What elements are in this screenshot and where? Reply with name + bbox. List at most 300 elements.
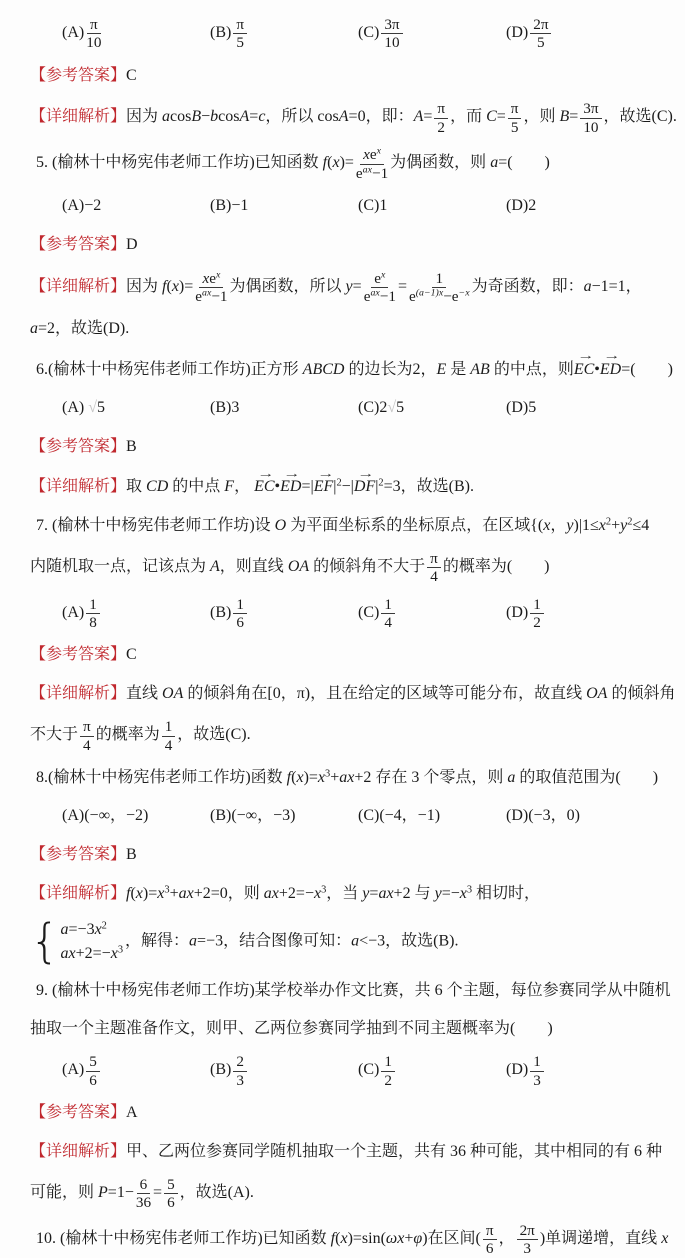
fraction-numerator	[530, 17, 551, 34]
math-text: −1	[379, 288, 396, 306]
math-text: 可能，则	[30, 1184, 99, 1202]
math-text: A	[338, 108, 349, 126]
math-text: e	[369, 146, 377, 164]
fraction-denominator	[384, 34, 399, 51]
option-label: (D)	[506, 1061, 529, 1079]
math-text: π	[430, 549, 438, 567]
math-text: 3	[533, 1071, 541, 1089]
vector-expression: DF →	[354, 473, 375, 500]
math-text: (−∞，−3)	[231, 807, 296, 825]
option-value	[379, 807, 440, 824]
option-item	[210, 804, 358, 828]
continuation-paragraph	[30, 315, 679, 342]
math-text: π	[510, 100, 519, 118]
option-item	[506, 194, 536, 218]
math-text: +2 与	[393, 884, 435, 902]
fraction-numerator	[233, 597, 247, 614]
math-text: 2	[101, 920, 107, 932]
math-text: −e	[443, 288, 459, 306]
math-text: =	[496, 108, 506, 126]
fraction	[381, 597, 395, 632]
math-text: x	[598, 516, 606, 534]
math-text: f	[330, 1229, 336, 1247]
option-item	[210, 16, 358, 51]
math-text: x	[376, 145, 381, 157]
option-label: (A)	[62, 807, 85, 825]
option-value	[84, 197, 101, 214]
math-text: 为偶函数，所以	[229, 277, 346, 295]
math-text: 5	[89, 1053, 97, 1071]
math-text: φ	[413, 1229, 423, 1247]
math-text: 3	[321, 884, 327, 896]
math-text: x	[317, 769, 326, 786]
fraction-numerator	[86, 1054, 100, 1071]
vector-arrow-icon: →	[257, 468, 275, 481]
vector-expression: ED →	[600, 356, 621, 383]
math-text: e	[195, 288, 203, 306]
math-text: P	[98, 1184, 108, 1202]
math-text: )=sin(	[347, 1229, 386, 1247]
math-text: y	[620, 516, 628, 534]
option-value	[379, 1053, 397, 1089]
math-text: B	[191, 108, 202, 126]
fraction	[530, 17, 551, 52]
fraction-denominator	[356, 165, 388, 182]
math-text: x	[135, 884, 143, 902]
option-value	[231, 16, 249, 52]
math-text: 6	[236, 614, 244, 631]
option-label: (D)	[506, 24, 529, 42]
option-label: (B)	[210, 24, 232, 42]
math-text: e	[363, 288, 371, 306]
math-text: e	[374, 269, 381, 287]
fraction	[508, 101, 522, 136]
math-text: ax	[362, 164, 372, 176]
math-text: 5	[97, 398, 105, 416]
math-text: 8.(榆林十中杨宪伟老师工作坊)函数	[36, 769, 287, 786]
answer-letter: B	[126, 846, 137, 864]
option-value	[379, 595, 397, 631]
math-text: A	[239, 108, 250, 126]
answer-row	[30, 1100, 679, 1126]
math-text: +2=−	[75, 944, 111, 962]
option-label: (D)	[506, 603, 529, 621]
answer-label: 【参考答案】	[30, 846, 127, 864]
answer-label: 【参考答案】	[30, 66, 127, 84]
math-text: 1	[533, 595, 541, 613]
math-text: 5	[236, 34, 244, 52]
math-text: 2π	[519, 1221, 535, 1239]
math-text: π	[236, 16, 244, 33]
math-text: 的倾斜角在[0，π)，且在给定的区域等可能分布，故直线	[183, 685, 587, 702]
math-text: a	[583, 277, 592, 295]
math-text: ax	[339, 769, 355, 786]
fraction-denominator	[89, 1072, 97, 1089]
fraction-denominator	[236, 1072, 244, 1089]
vector-arrow-icon: →	[576, 350, 595, 363]
math-text: a	[162, 108, 171, 126]
math-text: 的倾斜角不大于	[309, 557, 426, 575]
math-text: a	[490, 154, 499, 172]
fraction	[233, 1054, 247, 1089]
answer-row	[30, 434, 679, 460]
math-text: cos	[170, 108, 192, 126]
math-text: OA	[162, 685, 184, 702]
math-text: (	[327, 154, 333, 172]
math-text: 的概率为	[95, 726, 160, 744]
math-text: 1	[384, 1053, 392, 1071]
math-text: ，	[550, 516, 567, 534]
math-text: 2	[378, 477, 384, 489]
math-text: 内随机取一点，记该点为	[30, 557, 211, 575]
option-label: (A)	[62, 197, 85, 215]
math-text: •	[594, 360, 600, 378]
analysis-paragraph	[30, 100, 679, 135]
option-item	[358, 194, 506, 218]
math-text: x	[332, 154, 340, 172]
math-text: 1	[236, 595, 244, 613]
fraction-denominator	[523, 1240, 531, 1257]
math-text: ，则直线	[219, 557, 288, 575]
math-text: 4	[384, 614, 392, 631]
fraction-numerator	[381, 17, 402, 34]
fraction	[233, 17, 247, 52]
fraction-numerator	[137, 1177, 151, 1194]
math-text: 1	[164, 718, 173, 736]
math-text: =2，故选(D).	[38, 320, 130, 338]
math-text: )=	[303, 769, 318, 786]
math-text: ABCD	[302, 360, 345, 378]
math-text: 10	[86, 34, 102, 52]
math-text: (−4，−1)	[379, 807, 441, 825]
options-row	[62, 192, 685, 220]
math-text: 3	[236, 1071, 244, 1089]
math-text: 3π	[583, 100, 599, 118]
option-value	[528, 197, 536, 214]
math-text: 5	[528, 398, 537, 416]
math-text: a	[507, 769, 516, 786]
math-text: 1	[89, 595, 97, 613]
math-text: OA	[586, 685, 608, 702]
option-item	[62, 596, 210, 631]
fraction	[434, 101, 448, 136]
math-text: 9. (榆林十中杨宪伟老师工作坊)某学校举办作文比赛，共 6 个主题，每位参赛同学从中随机	[36, 981, 671, 999]
math-text: √	[387, 398, 397, 416]
options-row	[62, 394, 685, 422]
question-paragraph	[36, 764, 679, 791]
math-text: x	[543, 516, 551, 534]
math-text: x	[313, 884, 322, 902]
math-text: f	[286, 769, 292, 786]
math-text: C	[486, 108, 497, 126]
math-text: 10	[384, 34, 400, 52]
math-text: π	[437, 100, 446, 118]
fraction	[427, 551, 441, 586]
math-text: E	[436, 360, 447, 378]
answer-label: 【参考答案】	[30, 1104, 127, 1122]
math-text: =( )	[498, 154, 550, 172]
option-value	[84, 807, 148, 824]
option-value	[379, 16, 404, 52]
fraction	[483, 1223, 497, 1258]
option-value	[528, 1053, 546, 1089]
math-text: 2	[437, 118, 446, 136]
fraction-numerator	[530, 1054, 544, 1071]
math-text: B	[559, 108, 570, 126]
fraction-denominator	[83, 737, 91, 754]
fraction-denominator	[409, 288, 470, 305]
fraction-denominator	[583, 119, 598, 136]
math-text: −1	[231, 197, 249, 215]
math-text: 2π	[533, 16, 549, 33]
math-text: =	[397, 277, 407, 295]
answer-letter: A	[126, 1104, 138, 1122]
continuation-paragraph	[30, 1176, 679, 1211]
math-text: ωx	[385, 1229, 405, 1247]
option-value	[84, 595, 102, 631]
math-text: x	[340, 1229, 348, 1247]
fraction-numerator	[371, 271, 388, 288]
math-text: x	[171, 277, 179, 295]
math-text: +2=0，则	[193, 884, 264, 902]
option-value	[231, 197, 248, 214]
fraction-numerator	[517, 1223, 538, 1240]
math-text: 因为	[126, 277, 163, 295]
math-text: ≤4	[632, 516, 650, 534]
option-item	[210, 596, 358, 631]
answer-row	[30, 63, 679, 89]
math-text: =1−	[107, 1184, 134, 1202]
math-text: (	[130, 884, 136, 902]
math-text: 的中点，则	[489, 360, 574, 378]
math-text: 的倾斜角	[607, 685, 676, 702]
analysis-paragraph	[30, 680, 679, 707]
vector-arrow-icon: →	[603, 350, 621, 363]
math-text: 抽取一个主题准备作文，则甲、乙两位参赛同学抽到不同主题概率为( )	[30, 1020, 553, 1038]
math-text: AB	[470, 360, 490, 378]
math-text: F	[224, 478, 235, 496]
option-item	[62, 804, 210, 828]
math-text: OA	[287, 557, 310, 575]
math-text: ax	[378, 884, 394, 902]
fraction	[86, 597, 100, 632]
analysis-paragraph	[30, 468, 679, 500]
math-text: 的取值范围为( )	[515, 769, 659, 786]
math-text: x	[661, 1229, 669, 1247]
math-text: =	[352, 277, 362, 295]
math-text: ax	[178, 884, 194, 902]
math-text: )单调递增，直线	[539, 1229, 662, 1247]
math-text: 是	[446, 360, 471, 378]
fraction	[86, 1054, 100, 1089]
math-text: 6.(榆林十中杨宪伟老师工作坊)正方形	[36, 360, 303, 378]
fraction-denominator	[86, 34, 101, 51]
option-item	[210, 1053, 358, 1088]
fraction-denominator	[533, 614, 541, 631]
option-item	[358, 1053, 506, 1088]
math-text: +	[404, 1229, 414, 1247]
math-text: (a−1)x	[415, 287, 444, 299]
fraction-numerator	[530, 597, 544, 614]
answer-label: 【参考答案】	[30, 236, 127, 254]
options-row	[62, 16, 685, 51]
math-text: CD	[146, 478, 169, 496]
answer-label: 【参考答案】	[30, 437, 127, 455]
fraction-denominator	[430, 568, 438, 585]
math-text: 5	[510, 118, 519, 136]
analysis-paragraph	[30, 1138, 679, 1165]
math-text: 2	[533, 614, 541, 631]
math-text: )在区间(	[422, 1229, 481, 1247]
option-label: (A)	[62, 24, 85, 42]
math-text: =	[569, 108, 579, 126]
analysis-paragraph	[30, 270, 679, 305]
fraction-numerator	[162, 719, 176, 736]
fraction	[195, 271, 227, 306]
math-text: 2	[627, 515, 633, 527]
option-value	[528, 16, 553, 52]
math-text: ax	[60, 944, 76, 962]
fraction-denominator	[165, 737, 173, 754]
cases-group	[30, 914, 124, 969]
math-text: +	[611, 516, 621, 534]
option-item	[62, 16, 210, 51]
math-text: 直线	[126, 685, 163, 702]
math-text: 2	[236, 1053, 244, 1071]
option-value	[379, 197, 387, 214]
fraction-numerator	[86, 597, 100, 614]
math-text: ax	[263, 884, 279, 902]
option-item	[358, 16, 506, 51]
vector-arrow-icon: →	[283, 468, 301, 481]
math-text: •	[274, 478, 281, 496]
vector-expression: EC →	[254, 473, 274, 500]
option-label: (B)	[210, 197, 232, 215]
math-text: 为平面坐标系的坐标原点，在区域{(	[286, 516, 544, 534]
math-text: a	[189, 932, 198, 950]
fraction-numerator	[427, 551, 441, 568]
fraction	[80, 719, 94, 754]
math-text: O	[274, 516, 287, 534]
vector-expression: ED →	[280, 473, 301, 500]
math-text: ，当	[326, 884, 363, 902]
math-text: f	[322, 154, 328, 172]
math-text: π	[83, 718, 91, 736]
vector-arrow-icon: →	[357, 468, 375, 481]
math-text: (	[166, 277, 172, 295]
fraction	[409, 271, 470, 306]
math-text: 为奇函数，即：	[471, 277, 584, 295]
math-text: 4	[430, 568, 438, 586]
fraction-numerator	[360, 147, 384, 164]
fraction	[136, 1177, 151, 1212]
math-text: <−3，故选(B).	[359, 932, 459, 950]
fraction	[364, 271, 396, 306]
option-item	[506, 16, 553, 51]
math-text: =|	[301, 478, 314, 496]
math-text: 6	[167, 1194, 175, 1212]
math-text: ax	[370, 287, 380, 299]
analysis-label: 【详细解析】	[30, 884, 127, 902]
option-item	[62, 1053, 210, 1088]
math-text: 2	[379, 398, 388, 416]
math-text: −x	[458, 287, 470, 299]
option-value	[231, 595, 249, 631]
math-text: ，则	[523, 108, 560, 126]
fraction-numerator	[233, 1054, 247, 1071]
math-text: −1	[211, 288, 228, 306]
question-paragraph	[36, 146, 679, 181]
continuation-paragraph	[30, 550, 679, 585]
math-text: 为偶函数，则	[390, 154, 491, 172]
math-text: x	[459, 884, 467, 902]
fraction-denominator	[384, 614, 392, 631]
question-paragraph	[36, 1222, 679, 1257]
math-text: ，而	[450, 108, 487, 126]
option-label: (A)	[62, 398, 85, 416]
math-text: =	[369, 884, 379, 902]
fraction-denominator	[533, 1072, 541, 1089]
math-text: −2	[84, 197, 102, 215]
option-item	[358, 396, 506, 420]
math-text: √	[88, 398, 97, 416]
math-text: ax	[202, 287, 212, 299]
math-text: =0，即：	[348, 108, 414, 126]
continuation-paragraph	[30, 914, 679, 969]
option-value	[231, 807, 295, 824]
option-item	[358, 804, 506, 828]
option-value	[528, 595, 546, 631]
option-label: (C)	[358, 807, 380, 825]
fraction-numerator	[381, 597, 395, 614]
option-value	[528, 399, 536, 416]
option-item	[210, 396, 358, 420]
answer-label: 【参考答案】	[30, 646, 127, 664]
math-text: 3	[523, 1240, 531, 1258]
math-text: +2=−	[278, 884, 314, 902]
math-text: A	[413, 108, 424, 126]
analysis-label: 【详细解析】	[30, 108, 127, 126]
fraction-numerator	[381, 1054, 395, 1071]
math-text: 1	[384, 595, 392, 613]
math-text: x	[157, 884, 165, 902]
math-text: 1	[435, 269, 444, 287]
fraction-denominator	[486, 1240, 494, 1257]
option-label: (B)	[210, 807, 232, 825]
option-value	[379, 399, 404, 416]
math-text: (	[291, 769, 297, 786]
math-text: 3	[231, 398, 240, 416]
option-item	[506, 596, 546, 631]
option-value	[528, 807, 580, 824]
math-text: =	[423, 108, 433, 126]
math-text: 的边长为2，	[344, 360, 437, 378]
math-text: )=	[178, 277, 194, 295]
math-text: x	[296, 769, 304, 786]
math-text: 6	[485, 1240, 494, 1258]
math-text: 2	[528, 197, 537, 215]
fraction-denominator	[364, 288, 396, 305]
fraction-denominator	[136, 1194, 151, 1211]
math-text: 6	[89, 1071, 97, 1089]
math-text: +	[169, 884, 179, 902]
math-text: 3	[466, 884, 473, 896]
math-text: x	[202, 269, 210, 287]
question-paragraph	[36, 512, 679, 539]
math-text: 36	[135, 1194, 152, 1212]
math-text: =−3	[68, 920, 95, 938]
question-paragraph	[36, 977, 679, 1004]
